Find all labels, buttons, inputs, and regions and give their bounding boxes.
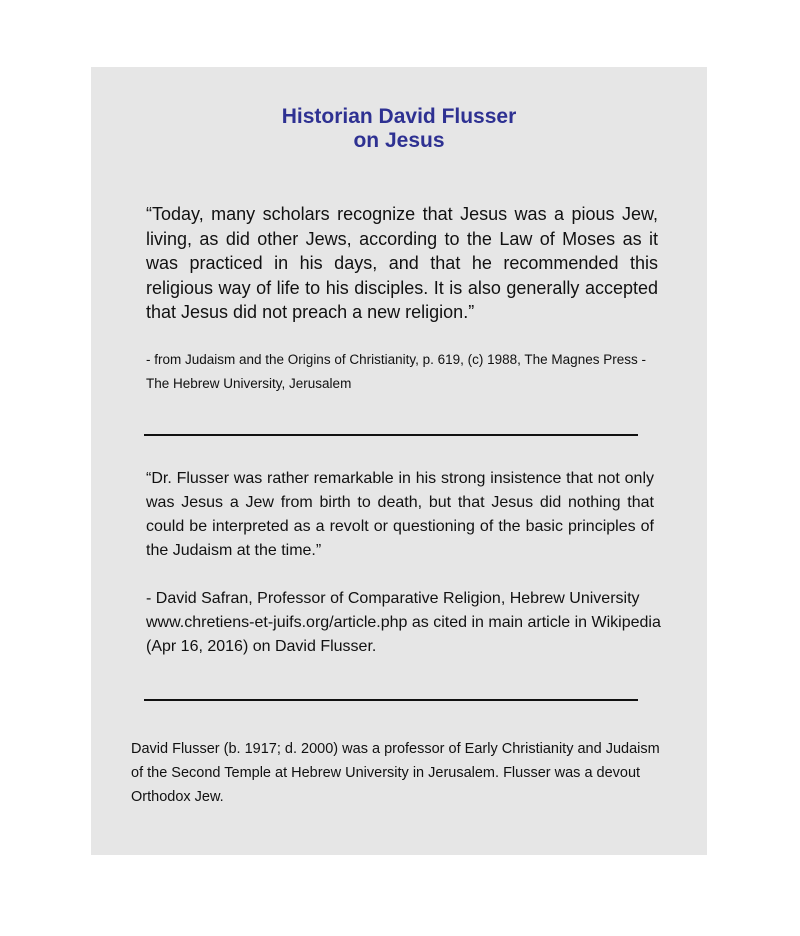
safran-source-line-1: - David Safran, Professor of Comparative Religion, Hebrew University [146,590,640,607]
safran-source-line-2: www.chretiens-et-juifs.org/article.php as cited in main article in Wikipedia [146,614,661,631]
title-line-1: Historian David Flusser [281,105,517,128]
title-line-2: on Jesus [353,129,445,152]
page-title [91,105,707,153]
safran-quote: “Dr. Flusser was rather remarkable in his strong insistence that not only was Jesus a Jew from birth to death, but that Jesus did nothing that could be interpreted as a revolt or questioning of the basic principles of the Judaism at the time.” [146,470,654,559]
safran-quote-source [146,587,661,659]
safran-source-line-3: (Apr 16, 2016) on David Flusser. [146,638,377,655]
divider-2 [144,699,638,701]
flusser-quote: “Today, many scholars recognize that Jesus was a pious Jew, living, as did other Jews, according to the Law of Moses as it was practiced in his days, and that he recommended this religious way of life to his disciples. It is also generally accepted that Jesus did not preach a new religion.” [146,204,658,322]
flusser-quote-source: - from Judaism and the Origins of Christianity, p. 619, (c) 1988, The Magnes Press - The Hebrew University, Jerusalem [146,352,646,391]
content-panel [91,67,707,855]
divider-1 [144,434,638,436]
flusser-bio: David Flusser (b. 1917; d. 2000) was a professor of Early Christianity and Judaism of the Second Temple at Hebrew University in Jerusalem. Flusser was a devout Orthodox Jew. [131,741,660,805]
